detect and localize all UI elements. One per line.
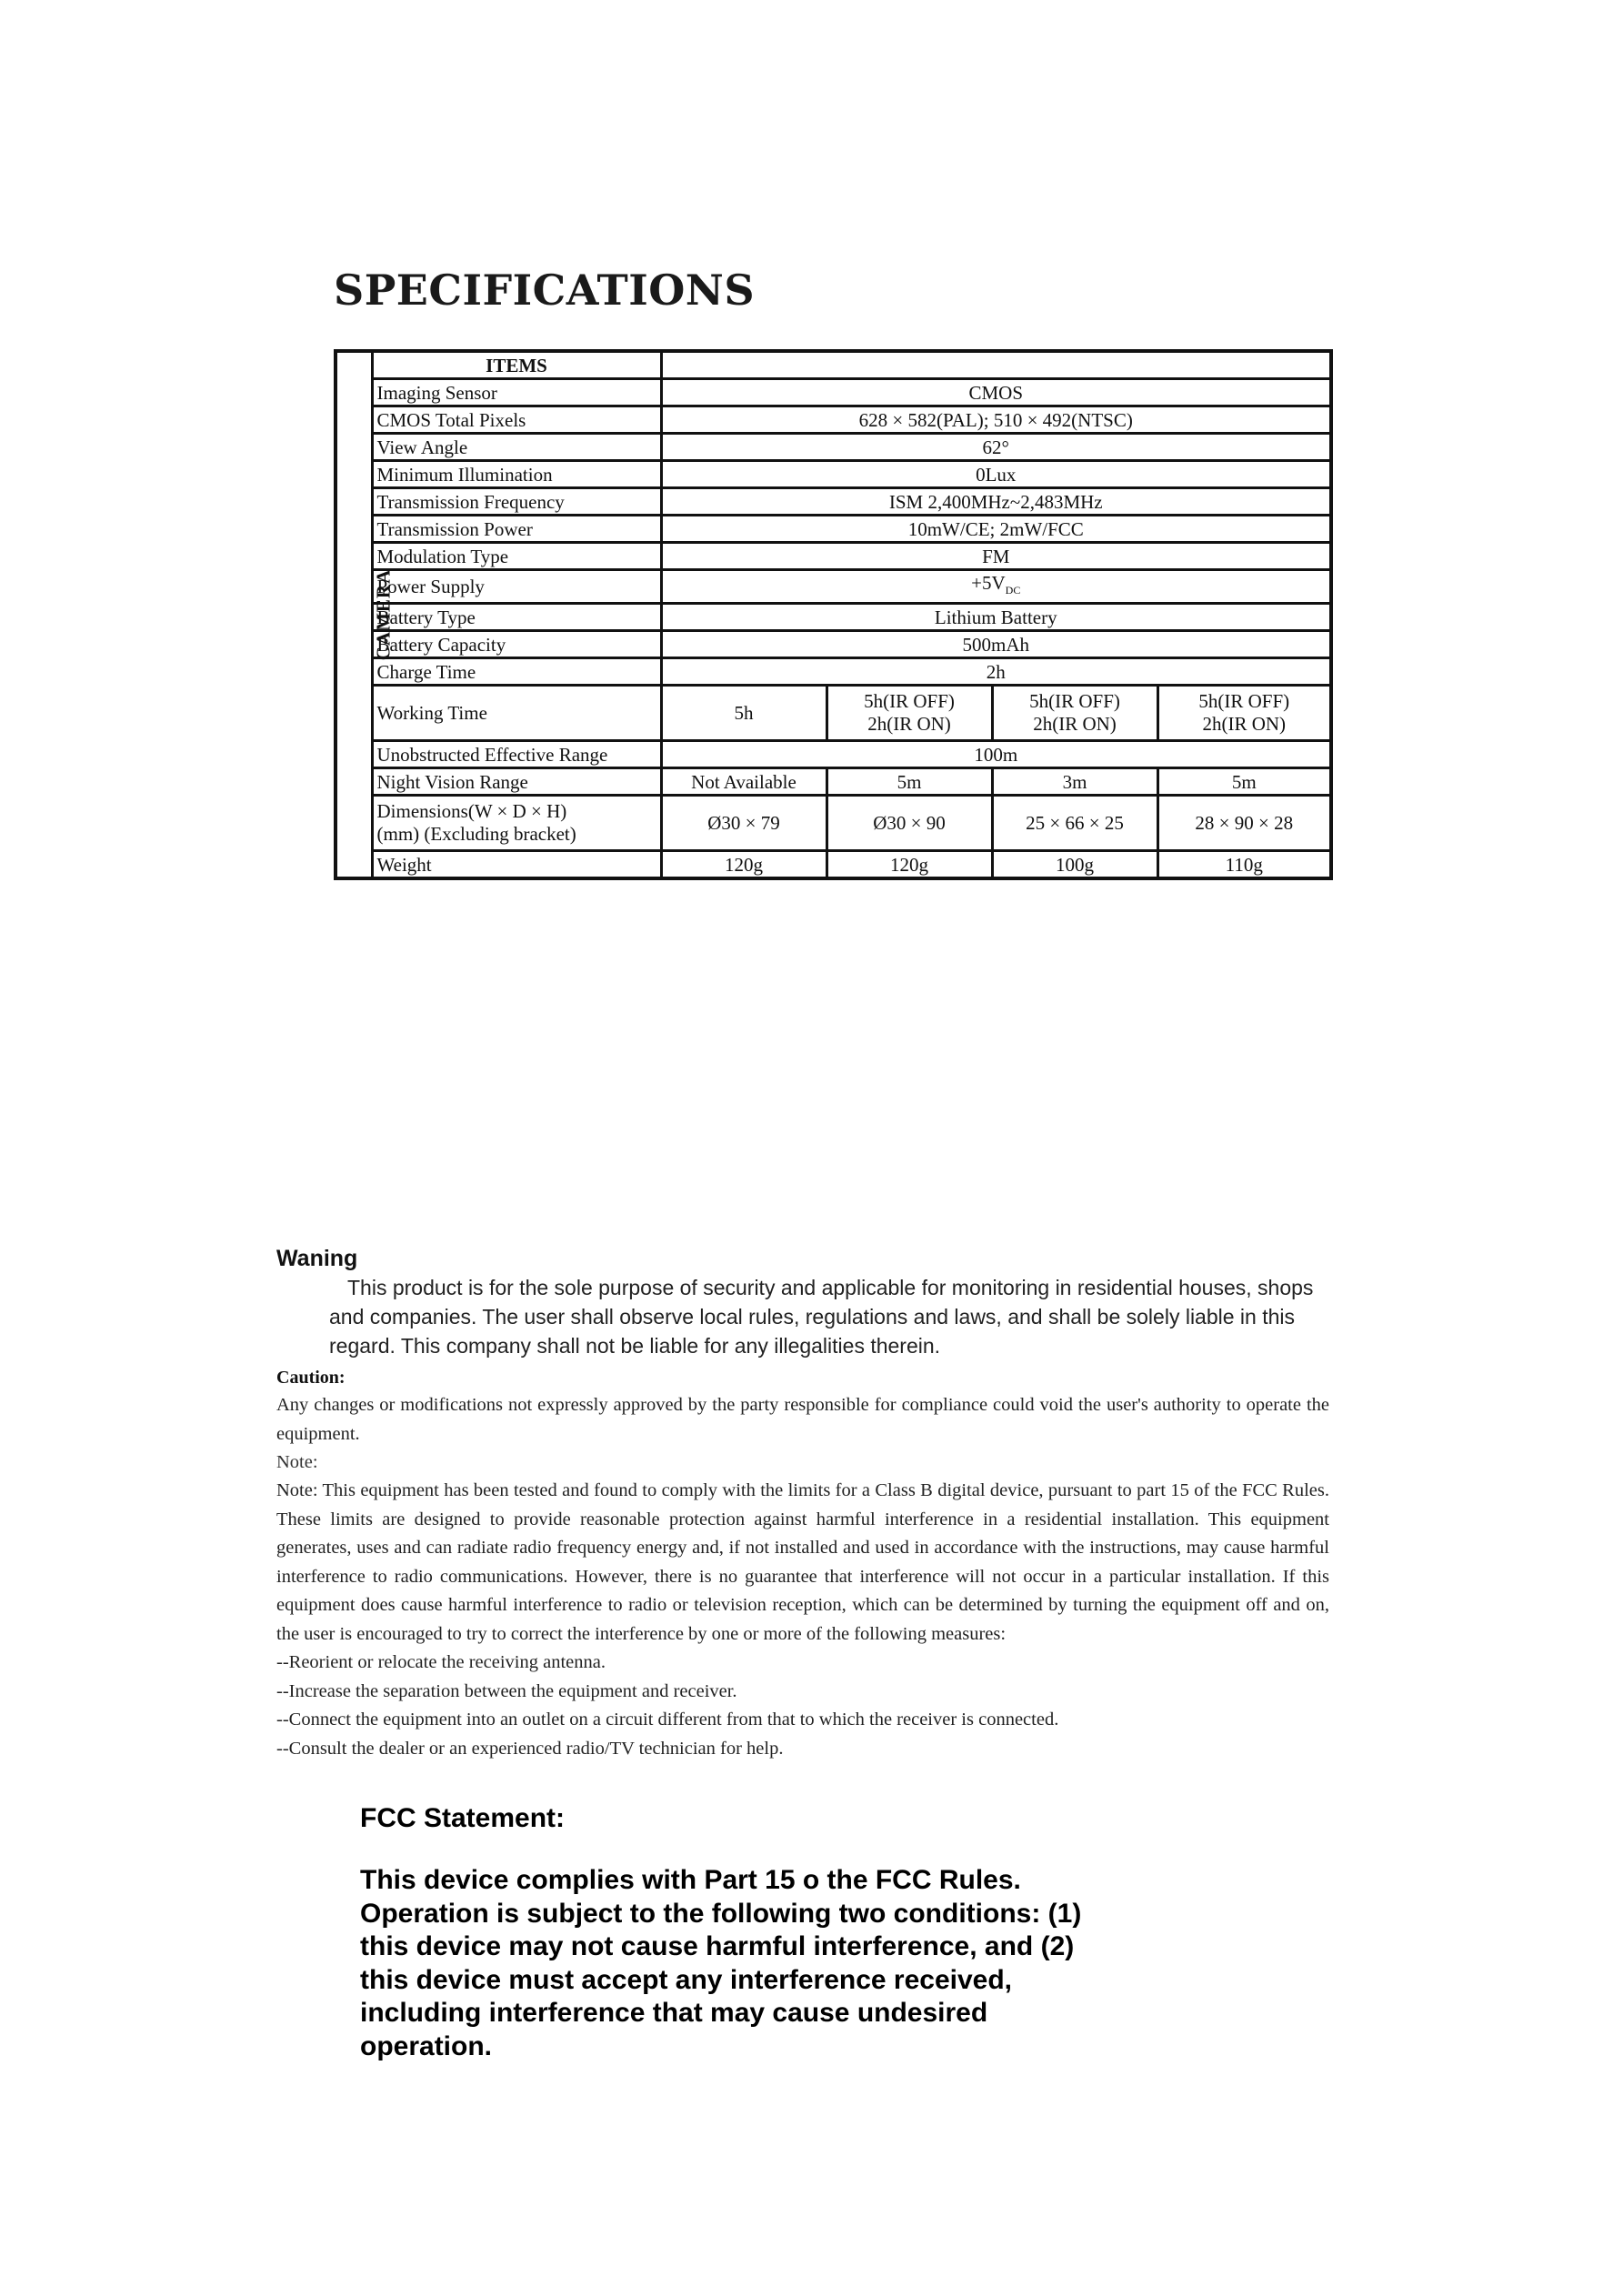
note-label: Note: [276,1452,318,1472]
power-supply-subscript: DC [1005,584,1021,597]
spec-value: ISM 2,400MHz~2,483MHz [661,488,1331,516]
spec-item: Transmission Frequency [372,488,661,516]
spec-value: 10mW/CE; 2mW/FCC [661,516,1331,543]
fcc-body: This device complies with Part 15 o the FCC Rules. Operation is subject to the following two conditions: (1) this device may not cause harmful interference, and (2) this device must accept any interference received, including interference that may cause undesired operation. [360,1865,1082,2061]
spec-value: 5h(IR OFF) 2h(IR ON) [992,686,1157,741]
table-row [336,768,1331,796]
specifications-table [334,349,1333,880]
spec-value: 62° [661,434,1331,461]
spec-value: 110g [1157,851,1331,879]
table-row [336,379,1331,406]
spec-value: CMOS [661,379,1331,406]
table-row [336,543,1331,570]
spec-value: 120g [661,851,827,879]
measure-item: --Consult the dealer or an experienced radio/TV technician for help. [276,1738,784,1759]
spec-value: 28 × 90 × 28 [1157,796,1331,851]
specifications-title: SPECIFICATIONS [334,266,756,315]
table-row [336,604,1331,631]
spec-item: Night Vision Range [372,768,661,796]
spec-value: 5h(IR OFF) 2h(IR ON) [827,686,992,741]
spec-value [661,570,1331,604]
table-row [336,434,1331,461]
measure-item: --Connect the equipment into an outlet on a circuit different from that to which the receiver is connected. [276,1709,1059,1730]
spec-item: Battery Capacity [372,631,661,658]
spec-item: Power Supply [372,570,661,604]
spec-item: Working Time [372,686,661,741]
value-header [661,351,1331,379]
table-row [336,851,1331,879]
spec-item: Transmission Power [372,516,661,543]
spec-value: Ø30 × 90 [827,796,992,851]
table-row [336,406,1331,434]
spec-item: Modulation Type [372,543,661,570]
warning-text: This product is for the sole purpose of security and applicable for monitoring in residential houses, shops and companies. The user shall observe local rules, regulations and laws, and shall be solely liable in this regard. This company shall not be liable for any illegalities therein. [329,1276,1314,1358]
spec-value: 500mAh [661,631,1331,658]
note-text: Note: This equipment has been tested and found to comply with the limits for a Class B digital device, pursuant to part 15 of the FCC Rules. These limits are designed to provide reasonable protection against harmful interference in a residential installation. This equipment generates, uses and can radiate radio frequency energy and, if not installed and used in accordance with the instructions, may cause harmful interference to radio communications. However, there is no guarantee that interference will not occur in a particular installation. If this equipment does cause harmful interference to radio or television reception, which can be determined by turning the equipment off and on, the user is encouraged to try to correct the interference by one or more of the following measures: [276,1480,1329,1644]
caution-title: Caution: [276,1368,346,1388]
spec-item: Battery Type [372,604,661,631]
spec-value: 2h [661,658,1331,686]
spec-item: View Angle [372,434,661,461]
table-header-row [336,351,1331,379]
table-row [336,488,1331,516]
table-row [336,516,1331,543]
measure-item: --Reorient or relocate the receiving antenna. [276,1652,606,1672]
spec-item: Weight [372,851,661,879]
spec-value: 3m [992,768,1157,796]
table-row [336,796,1331,851]
measure-item: --Increase the separation between the equipment and receiver. [276,1680,737,1701]
table-row [336,631,1331,658]
spec-item: Unobstructed Effective Range [372,741,661,768]
spec-value: Lithium Battery [661,604,1331,631]
table-row [336,570,1331,604]
items-header: ITEMS [372,351,661,379]
camera-side-label: CAMERA [336,351,372,878]
spec-value: 0Lux [661,461,1331,488]
fcc-statement [360,1802,1087,2063]
spec-value: Not Available [661,768,827,796]
power-supply-value: +5V [971,572,1006,594]
fcc-title: FCC Statement: [360,1803,566,1833]
spec-value: 5h [661,686,827,741]
spec-item: Imaging Sensor [372,379,661,406]
spec-value: 5m [827,768,992,796]
spec-value: 100m [661,741,1331,768]
spec-value: 5m [1157,768,1331,796]
warning-title: Waning [276,1246,358,1271]
notice-section [276,1244,1329,1763]
table-row [336,658,1331,686]
spec-item: Dimensions(W × D × H) (mm) (Excluding bracket) [372,796,661,851]
spec-item: Minimum Illumination [372,461,661,488]
table-row [336,461,1331,488]
spec-value: 120g [827,851,992,879]
spec-value: 25 × 66 × 25 [992,796,1157,851]
spec-value: 100g [992,851,1157,879]
spec-value: 5h(IR OFF) 2h(IR ON) [1157,686,1331,741]
caution-text: Any changes or modifications not expressly approved by the party responsible for compliance could void the user's authority to operate the equipment. [276,1395,1329,1444]
spec-item: Charge Time [372,658,661,686]
spec-value: 628 × 582(PAL); 510 × 492(NTSC) [661,406,1331,434]
spec-item: CMOS Total Pixels [372,406,661,434]
table-row [336,741,1331,768]
table-row [336,686,1331,741]
spec-value: FM [661,543,1331,570]
spec-value: Ø30 × 79 [661,796,827,851]
